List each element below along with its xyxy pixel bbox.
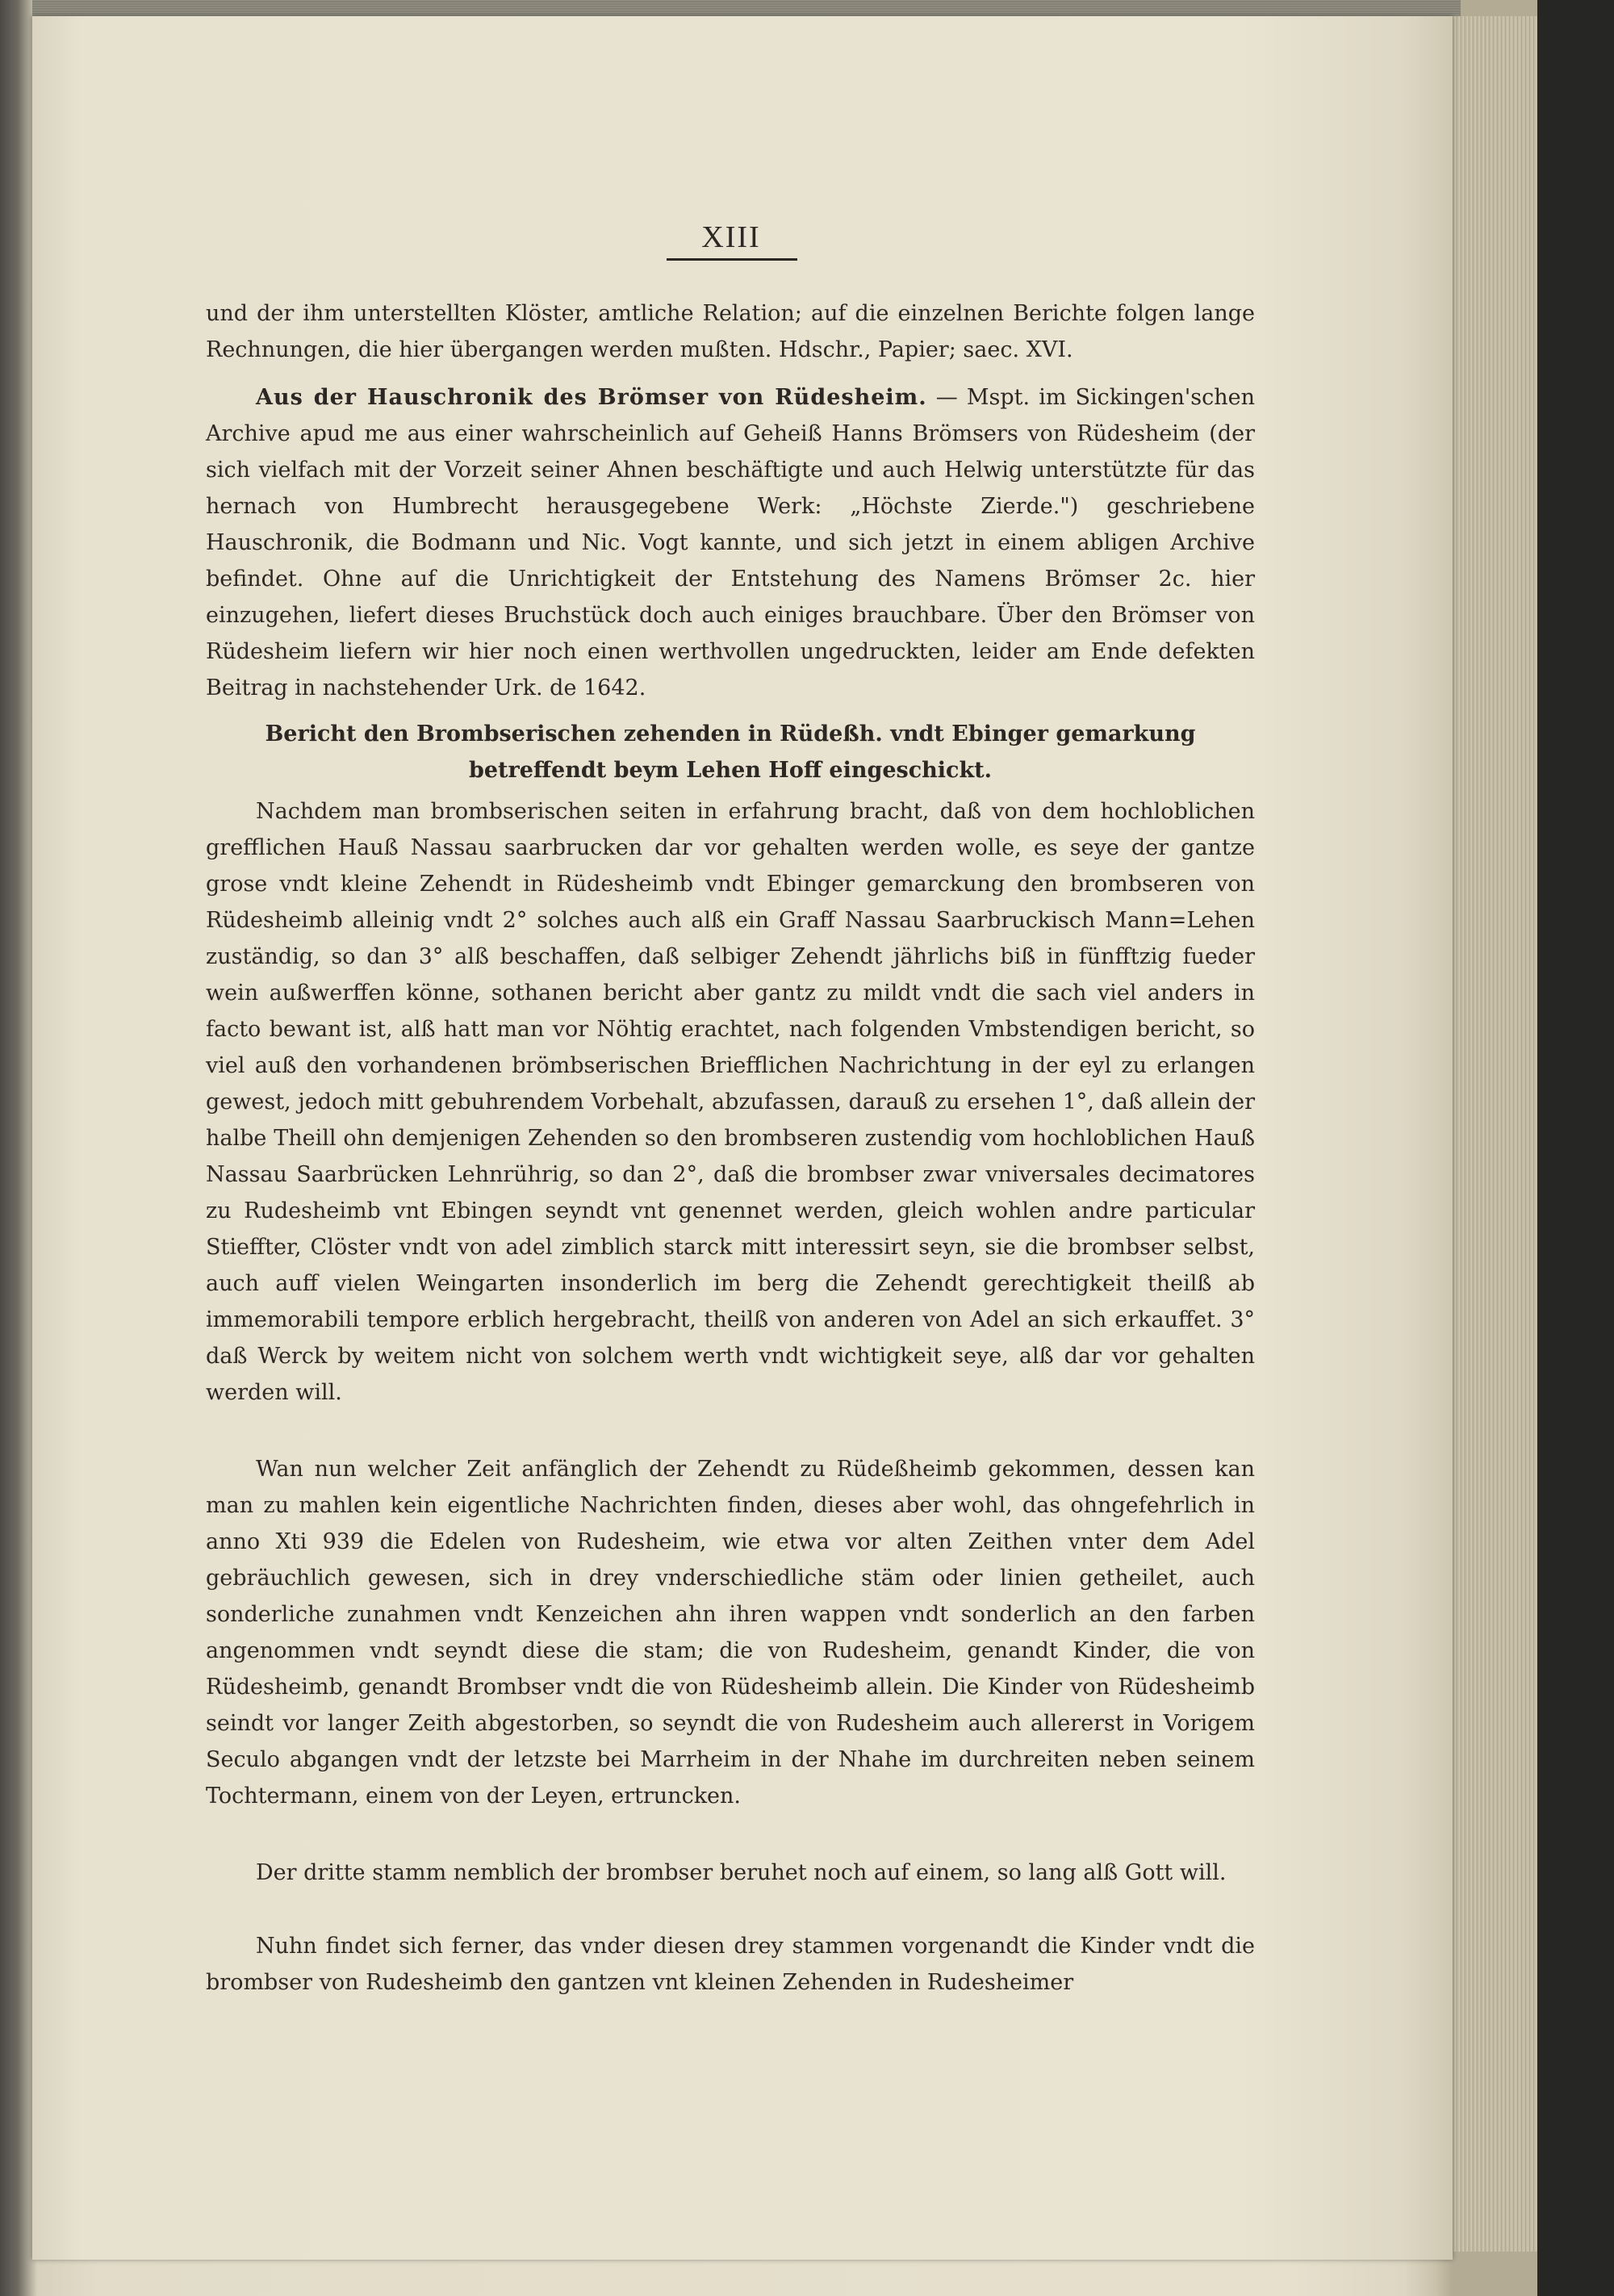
paragraph-text: — Mspt. im Sickingen'schen Archive apud me aus einer wahrscheinlich auf Geheiß Hanns Brömsers von Rüdesheim (der sich vielfach mit der Vorzeit seiner Ahnen beschäftigte und auch Helwig unterstützte für das hernach von Humbrecht herausgegebene Werk: „Höchste Zierde.") geschriebene Hauschronik, die Bodmann und Nic. Vogt kannte, und sich jetzt in einem abligen Archive befindet. Ohne auf die Unrichtigkeit der Entstehung des Namens Brömser 2c. hier einzugehen, liefert dieses Bruchstück doch auch einiges brauchbare. Über den Brömser von Rüdesheim liefern wir hier noch einen werthvollen ungedruckten, leider am Ende defekten Beitrag in nachstehender Urk. de 1642. bbox=[206, 385, 1255, 701]
paragraph-text: Nachdem man brombserischen seiten in erfahrung bracht, daß von dem hochloblichen grefflichen Hauß Nassau saarbrucken dar vor gehalten werden wolle, es seye der gantze grose vndt kleine Zehendt in Rüdesheimb vndt Ebinger gemarckung den brombseren von Rüdesheimb alleinig vndt 2° solches auch alß ein Graff Nassau Saarbruckisch Mann=Lehen zuständig, so dan 3° alß beschaffen, daß selbiger Zehendt jährlichs biß in fünfftzig fueder wein außwerffen könne, sothanen bericht aber gantz zu mildt vndt die sach viel anders in facto bewant ist, alß hatt man vor Nöhtig erachtet, nach folgenden Vmbstendigen bericht, so viel auß den vorhandenen brömbserischen Briefflichen Nachrichtung in der eyl zu erlangen gewest, jedoch mitt gebuhrendem Vorbehalt, abzufassen, darauß zu ersehen 1°, daß allein der halbe Theill ohn demjenigen Zehenden so den brombseren zustendig vom hochloblichen Hauß Nassau Saarbrücken Lehnrührig, so dan 2°, daß die brombser zwar vniversales decimatores zu Rudesheimb vnt Ebingen seyndt vnt genennet werden, gleich wohlen andre particular Stieffter, Clöster vndt von adel zimblich starck mitt interessirt seyn, sie die brombser selbst, auch auff vielen Weingarten insonderlich im berg die Zehendt gerechtigkeit theilß ab immemorabili tempore erblich hergebracht, theilß von anderen von Adel an sich erkauffet. 3° daß Werck by weitem nicht von solchem werth vndt wichtigkeit seye, alß dar vor gehalten werden will. bbox=[206, 799, 1255, 1405]
book-cover-edge bbox=[1537, 0, 1614, 2296]
paragraph-text: Wan nun welcher Zeit anfänglich der Zehendt zu Rüdeßheimb gekommen, dessen kan man zu mahlen kein eigentliche Nachrichten finden, dieses aber wohl, das ohngefehrlich in anno Xti 939 die Edelen von Rudesheim, wie etwa vor alten Zeithen vnter dem Adel gebräuchlich gewesen, sich in drey vnderschiedliche stäm oder linien getheilet, auch sonderliche zunahmen vndt Kenzeichen ahn ihren wappen vndt sonderlich an den farben angenommen vndt seyndt diese die stam; die von Rudesheim, genandt Kinder, die von Rüdesheimb, genandt Brombser vndt die von Rüdesheimb allein. Die Kinder von Rüdesheimb seindt vor langer Zeith abgestorben, so seyndt die von Rudesheim auch allererst in Vorigem Seculo abgangen vndt der letzste bei Marrheim in der Nhahe im durchreiten neben seinem Tochtermann, einem von der Leyen, ertruncken. bbox=[206, 1457, 1255, 1809]
paragraph-4 bbox=[206, 1451, 1255, 1814]
page-number-rule bbox=[667, 258, 797, 261]
paragraph-5 bbox=[206, 1855, 1255, 1891]
paragraph-2 bbox=[206, 379, 1255, 706]
paragraph-text: Nuhn findet sich ferner, das vnder diesen drey stammen vorgenandt die Kinder vndt die brombser von Rudesheimb den gantzen vnt kleinen Zehenden in Rudesheimer bbox=[206, 1934, 1255, 1995]
heading-text: Bericht den Brombserischen zehenden in Rüdeßh. vndt Ebinger gemarkung betreffendt beym Lehen Hoff eingeschickt. bbox=[265, 721, 1196, 783]
paragraph-text: Der dritte stamm nemblich der brombser beruhet noch auf einem, so lang alß Gott will. bbox=[256, 1860, 1227, 1885]
page-fore-edge bbox=[1445, 16, 1551, 2252]
paragraph-6 bbox=[206, 1928, 1255, 2001]
document-heading bbox=[206, 716, 1255, 788]
source-title: Aus der Hauschronik des Brömser von Rüdesheim. bbox=[256, 385, 927, 410]
paragraph-text: und der ihm unterstellten Klöster, amtliche Relation; auf die einzelnen Berichte folgen lange Rechnungen, die hier übergangen werden mußten. Hdschr., Papier; saec. XVI. bbox=[206, 301, 1255, 362]
paragraph-1 bbox=[206, 295, 1255, 368]
page-number: XIII bbox=[701, 220, 761, 254]
paragraph-3 bbox=[206, 793, 1255, 1411]
